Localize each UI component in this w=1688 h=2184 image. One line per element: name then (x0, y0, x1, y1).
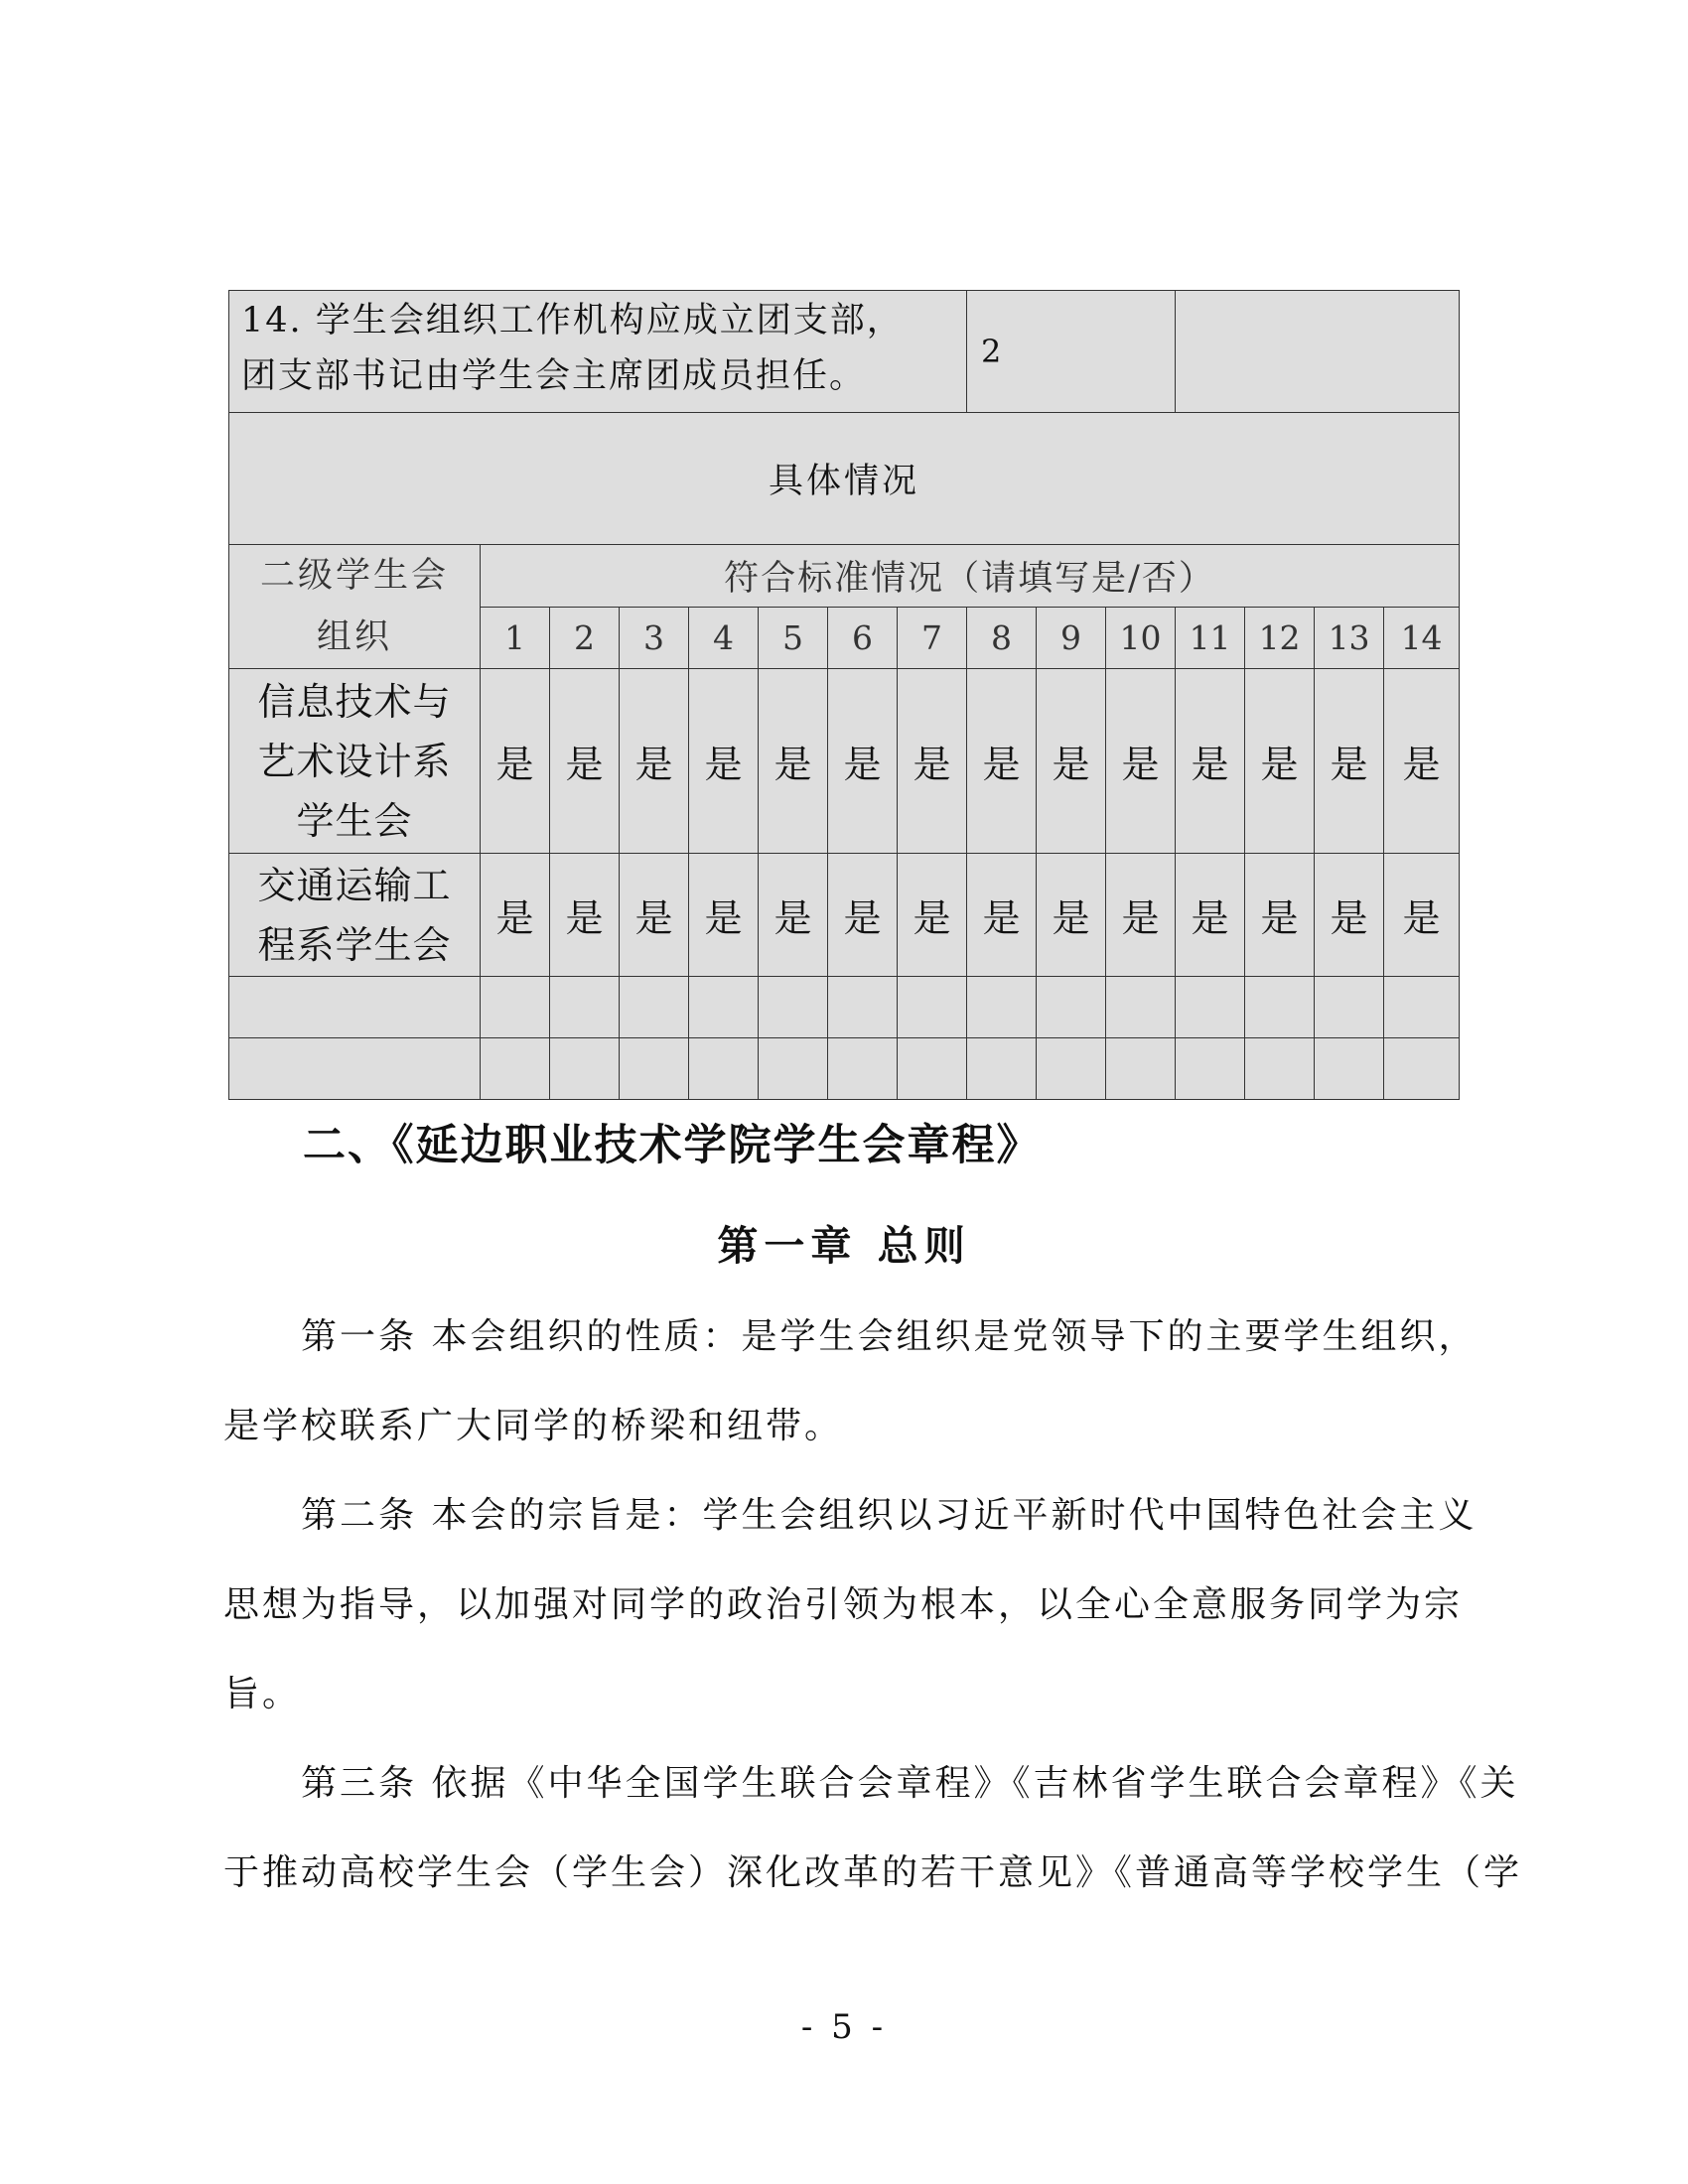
compliance-cell: 是 (550, 854, 620, 977)
standard-number: 10 (1106, 607, 1176, 669)
empty-cell (1106, 977, 1176, 1038)
empty-cell (1037, 1038, 1106, 1100)
standard-number: 13 (1315, 607, 1384, 669)
criteria-score: 2 (967, 291, 1176, 413)
criteria-item-line: 团支部书记由学生会主席团成员担任。 (241, 356, 867, 396)
empty-cell (967, 977, 1037, 1038)
org-column-header (229, 545, 481, 669)
compliance-cell: 是 (759, 854, 828, 977)
compliance-cell: 是 (898, 854, 967, 977)
standard-number: 9 (1037, 607, 1106, 669)
section-label: 具体情况 (229, 413, 1460, 545)
compliance-cell: 是 (481, 669, 550, 854)
empty-cell (620, 977, 689, 1038)
criteria-item-text (229, 291, 967, 413)
org-name (229, 669, 481, 854)
paragraph-line: 第二条 本会的宗旨是：学生会组织以习近平新时代中国特色社会主义 (223, 1495, 1477, 1536)
empty-cell (1037, 977, 1106, 1038)
empty-cell (1384, 977, 1460, 1038)
compliance-cell: 是 (689, 854, 759, 977)
criteria-table-container (228, 290, 1459, 1100)
empty-cell (759, 977, 828, 1038)
compliance-cell: 是 (1176, 854, 1245, 977)
paragraph-line: 第三条 依据《中华全国学生联合会章程》《吉林省学生联合会章程》《关 (223, 1763, 1519, 1804)
empty-cell (828, 1038, 898, 1100)
standard-number: 2 (550, 607, 620, 669)
empty-cell (481, 977, 550, 1038)
criteria-item-line: 14. 学生会组织工作机构应成立团支部， (241, 301, 904, 341)
empty-cell (620, 1038, 689, 1100)
compliance-cell: 是 (1037, 854, 1106, 977)
standard-number: 8 (967, 607, 1037, 669)
compliance-cell: 是 (550, 669, 620, 854)
paragraph-line: 旨。 (223, 1674, 302, 1714)
org-header-line: 二级学生会 (259, 556, 449, 596)
compliance-cell: 是 (1245, 669, 1315, 854)
org-header-line: 组织 (316, 617, 392, 657)
standard-number: 12 (1245, 607, 1315, 669)
empty-cell (481, 1038, 550, 1100)
compliance-cell: 是 (620, 854, 689, 977)
empty-cell (1384, 1038, 1460, 1100)
empty-cell (967, 1038, 1037, 1100)
standard-number: 14 (1384, 607, 1460, 669)
compliance-cell: 是 (1384, 669, 1460, 854)
criteria-table (228, 290, 1460, 1100)
compliance-cell: 是 (759, 669, 828, 854)
compliance-cell: 是 (1106, 854, 1176, 977)
org-name (229, 854, 481, 977)
empty-cell (759, 1038, 828, 1100)
org-name-line: 艺术设计系 (257, 739, 452, 783)
empty-cell (1315, 977, 1384, 1038)
org-name-line: 信息技术与 (257, 679, 452, 724)
compliance-cell: 是 (967, 854, 1037, 977)
paragraph-line: 是学校联系广大同学的桥梁和纽带。 (223, 1406, 844, 1446)
standard-number: 6 (828, 607, 898, 669)
empty-cell (550, 977, 620, 1038)
compliance-cell: 是 (1315, 669, 1384, 854)
org-row (229, 854, 1460, 977)
paragraph-line: 思想为指导，以加强对同学的政治引领为根本，以全心全意服务同学为宗 (223, 1584, 1464, 1625)
standard-number: 4 (689, 607, 759, 669)
empty-cell (1176, 977, 1245, 1038)
empty-cell (1106, 1038, 1176, 1100)
standard-header: 符合标准情况（请填写是/否） (481, 545, 1460, 608)
section-heading: 二、《延边职业技术学院学生会章程》 (303, 1121, 1042, 1170)
compliance-cell: 是 (620, 669, 689, 854)
empty-cell (1245, 977, 1315, 1038)
compliance-cell: 是 (1384, 854, 1460, 977)
compliance-cell: 是 (1245, 854, 1315, 977)
page-number: - 5 - (800, 2007, 888, 2047)
compliance-cell: 是 (898, 669, 967, 854)
header-row (229, 545, 1460, 608)
empty-cell (898, 977, 967, 1038)
compliance-cell: 是 (689, 669, 759, 854)
empty-cell (1176, 1038, 1245, 1100)
standard-number: 11 (1176, 607, 1245, 669)
empty-row (229, 1038, 1460, 1100)
standard-number: 3 (620, 607, 689, 669)
standard-number: 7 (898, 607, 967, 669)
compliance-cell: 是 (481, 854, 550, 977)
criteria-note-cell (1176, 291, 1460, 413)
org-row (229, 669, 1460, 854)
compliance-cell: 是 (1037, 669, 1106, 854)
compliance-cell: 是 (828, 854, 898, 977)
chapter-heading: 第一章 总则 (717, 1222, 971, 1270)
empty-cell (1315, 1038, 1384, 1100)
empty-row (229, 977, 1460, 1038)
empty-cell (689, 1038, 759, 1100)
empty-cell (828, 977, 898, 1038)
empty-cell (550, 1038, 620, 1100)
compliance-cell: 是 (1106, 669, 1176, 854)
empty-cell (1245, 1038, 1315, 1100)
paragraph-line: 于推动高校学生会（学生会）深化改革的若干意见》《普通高等学校学生（学 (223, 1852, 1523, 1893)
org-name-line: 学生会 (296, 798, 413, 843)
paragraph-line: 第一条 本会组织的性质：是学生会组织是党领导下的主要学生组织， (223, 1316, 1477, 1357)
standard-number: 1 (481, 607, 550, 669)
compliance-cell: 是 (828, 669, 898, 854)
standard-number: 5 (759, 607, 828, 669)
empty-cell (898, 1038, 967, 1100)
criteria-item-row (229, 291, 1460, 413)
empty-cell (229, 977, 481, 1038)
empty-cell (689, 977, 759, 1038)
compliance-cell: 是 (1315, 854, 1384, 977)
org-name-line: 交通运输工 (257, 863, 452, 907)
empty-cell (229, 1038, 481, 1100)
org-name-line: 程系学生会 (257, 922, 452, 967)
section-row (229, 413, 1460, 545)
compliance-cell: 是 (1176, 669, 1245, 854)
compliance-cell: 是 (967, 669, 1037, 854)
